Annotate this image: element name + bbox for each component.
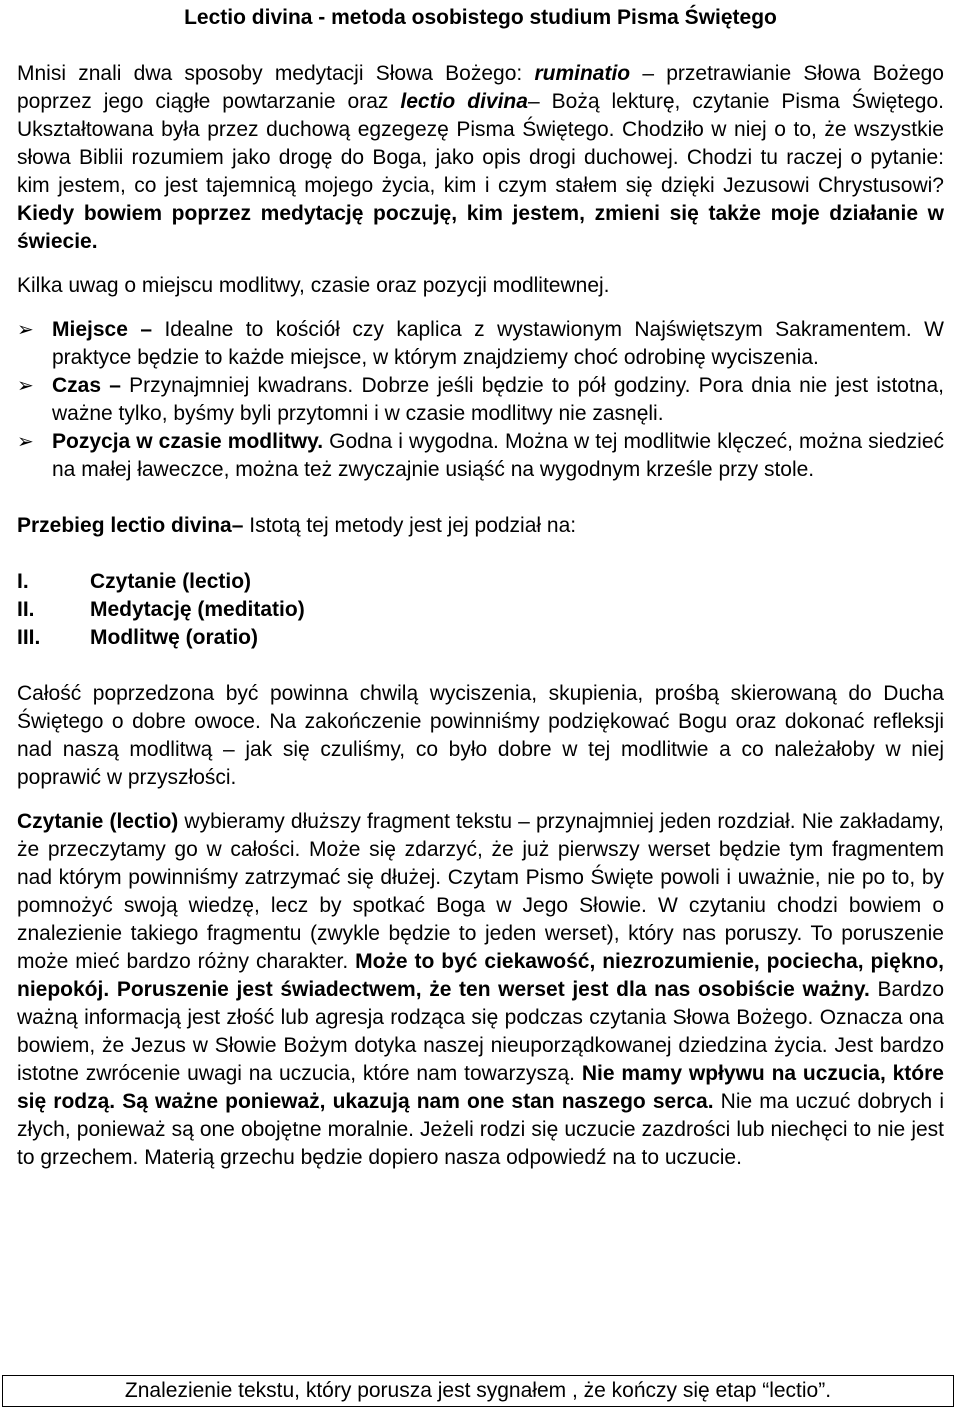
intro-paragraph	[17, 60, 944, 256]
stage-label: Medytację (meditatio)	[90, 598, 305, 621]
term-lectio-divina: lectio divina	[400, 90, 528, 113]
stage-number: II.	[17, 598, 35, 621]
spacer	[17, 32, 944, 60]
course-text: Istotą tej metody jest jej podział na:	[243, 514, 577, 537]
list-item-text: Idealne to kościół czy kaplica z wystawionym Najświętszym Sakramentem. W praktyce będzie to każde miejsce, w którym znajdziemy choć odrobinę wyciszenia.	[52, 318, 944, 369]
document-page	[17, 4, 944, 1172]
course-paragraph	[17, 512, 944, 540]
footer-note: Znalezienie tekstu, który porusza jest sygnałem , że kończy się etap “lectio”.	[124, 1379, 832, 1402]
stage-item	[17, 596, 944, 624]
intro-text-2: – przetrawianie Słowa Bożego poprzez jego ciągłe powtarzanie oraz	[17, 62, 944, 113]
arrow-bullet-icon: ➢	[17, 431, 34, 453]
spacer	[17, 256, 944, 272]
spacer	[17, 300, 944, 316]
stage-label: Modlitwę (oratio)	[90, 626, 258, 649]
reading-text-2: Bardzo ważną informacją jest złość lub agresja rodząca się podczas czytania Słowa Bożego. Oznacza ona bowiem, że Jezus w Słowie Bożym dotyka naszej nieuporządkowanej dziedzina życia. Jest bardzo istotne zwrócenie uwagi na uczucia, które nam towarzyszą.	[17, 978, 944, 1085]
list-item-label: Pozycja w czasie modlitwy.	[52, 430, 324, 453]
list-item-text: Przynajmniej kwadrans. Dobrze jeśli będzie to pół godziny. Pora dnia nie jest istotna, ważne tylko, byśmy byli przytomni i w czasie modlitwy nie zasnęli.	[52, 374, 944, 425]
spacer	[17, 792, 944, 808]
reading-bold-2: Nie mamy wpływu na uczucia, które się rodzą. Są ważne ponieważ, ukazują nam one stan naszego serca.	[17, 1062, 944, 1113]
stages-list	[17, 568, 944, 652]
reading-text-1: wybieramy dłuższy fragment tekstu – przynajmniej jeden rozdział. Nie zakładamy, że przeczytamy go w całości. Może się zdarzyć, że już pierwszy werset będzie tym fragmentem nad którym powinniśmy zatrzymać się dłużej. Czytam Pismo Święte powoli i uważnie, nie po to, by pomnożyć swoją wiedzę, lecz by spotkać Boga w Jego Słowie. W czytaniu chodzi bowiem o znalezienie takiego fragmentu (zwykle będzie to jeden werset), który nas poruszy. To poruszenie może mieć bardzo różny charakter.	[17, 810, 945, 973]
intro-text-3: – Bożą lekturę, czytanie Pisma Świętego. Ukształtowana była przez duchową egzegezę Pisma Świętego. Chodziło w niej o to, że wszystkie słowa Biblii rozumiem jako drogę do Boga, jako opis drogi duchowej. Chodzi tu raczej o pytanie: kim jestem, co jest tajemnicą mojego życia, kim i czym stałem się dzięki Jezusowi Chrystusowi?	[17, 90, 944, 197]
reading-text-3: Nie ma uczuć dobrych i złych, ponieważ są one obojętne moralnie. Jeżeli rodzi się uczucie zazdrości lub niechęci to nie jest to grzechem. Materią grzechu będzie dopiero nasza odpowiedź na to uczucie.	[17, 1090, 944, 1169]
remarks-heading: Kilka uwag o miejscu modlitwy, czasie oraz pozycji modlitewnej.	[17, 274, 610, 297]
list-item-label: Miejsce –	[52, 318, 153, 341]
stage-item	[17, 568, 944, 596]
remarks-list	[17, 316, 944, 484]
list-item-position	[17, 428, 944, 484]
stage-number: III.	[17, 626, 41, 649]
document-title: Lectio divina - metoda osobistego studium Pisma Świętego	[184, 6, 777, 29]
intro-text-1: Mnisi znali dwa sposoby medytacji Słowa Bożego:	[17, 62, 535, 85]
arrow-bullet-icon: ➢	[17, 375, 34, 397]
list-item-text: Godna i wygodna. Można w tej modlitwie klęczeć, można siedzieć na małej ławeczce, można też zwyczajnie usiąść na wygodnym krześle przy stole.	[52, 430, 945, 481]
reading-label: Czytanie (lectio)	[17, 810, 179, 833]
arrow-bullet-icon: ➢	[17, 319, 34, 341]
spacer	[17, 540, 944, 568]
list-item-time	[17, 372, 944, 428]
reading-paragraph	[17, 808, 944, 1172]
reading-bold-1: Może to być ciekawość, niezrozumienie, pociecha, piękno, niepokój. Poruszenie jest świadectwem, że ten werset jest dla nas osobiście ważny.	[17, 950, 944, 1001]
spacer	[17, 484, 944, 512]
footer-note-box	[2, 1375, 954, 1407]
stage-number: I.	[17, 570, 29, 593]
stage-label: Czytanie (lectio)	[90, 570, 252, 593]
stage-item	[17, 624, 944, 652]
spacer	[17, 652, 944, 680]
list-item-label: Czas –	[52, 374, 121, 397]
intro-bold-conclusion: Kiedy bowiem poprzez medytację poczuję, kim jestem, zmieni się także moje działanie w świecie.	[17, 202, 944, 253]
whole-paragraph: Całość poprzedzona być powinna chwilą wyciszenia, skupienia, prośbą skierowaną do Ducha Świętego o dobre owoce. Na zakończenie powinniśmy podziękować Bogu oraz dokonać refleksji nad naszą modlitwą – jak się czuliśmy, co było dobre w tej modlitwie a co należałoby w niej poprawić w przyszłości.	[17, 682, 944, 789]
course-label: Przebieg lectio divina–	[17, 514, 244, 537]
term-ruminatio: ruminatio	[534, 62, 631, 85]
list-item-place	[17, 316, 944, 372]
